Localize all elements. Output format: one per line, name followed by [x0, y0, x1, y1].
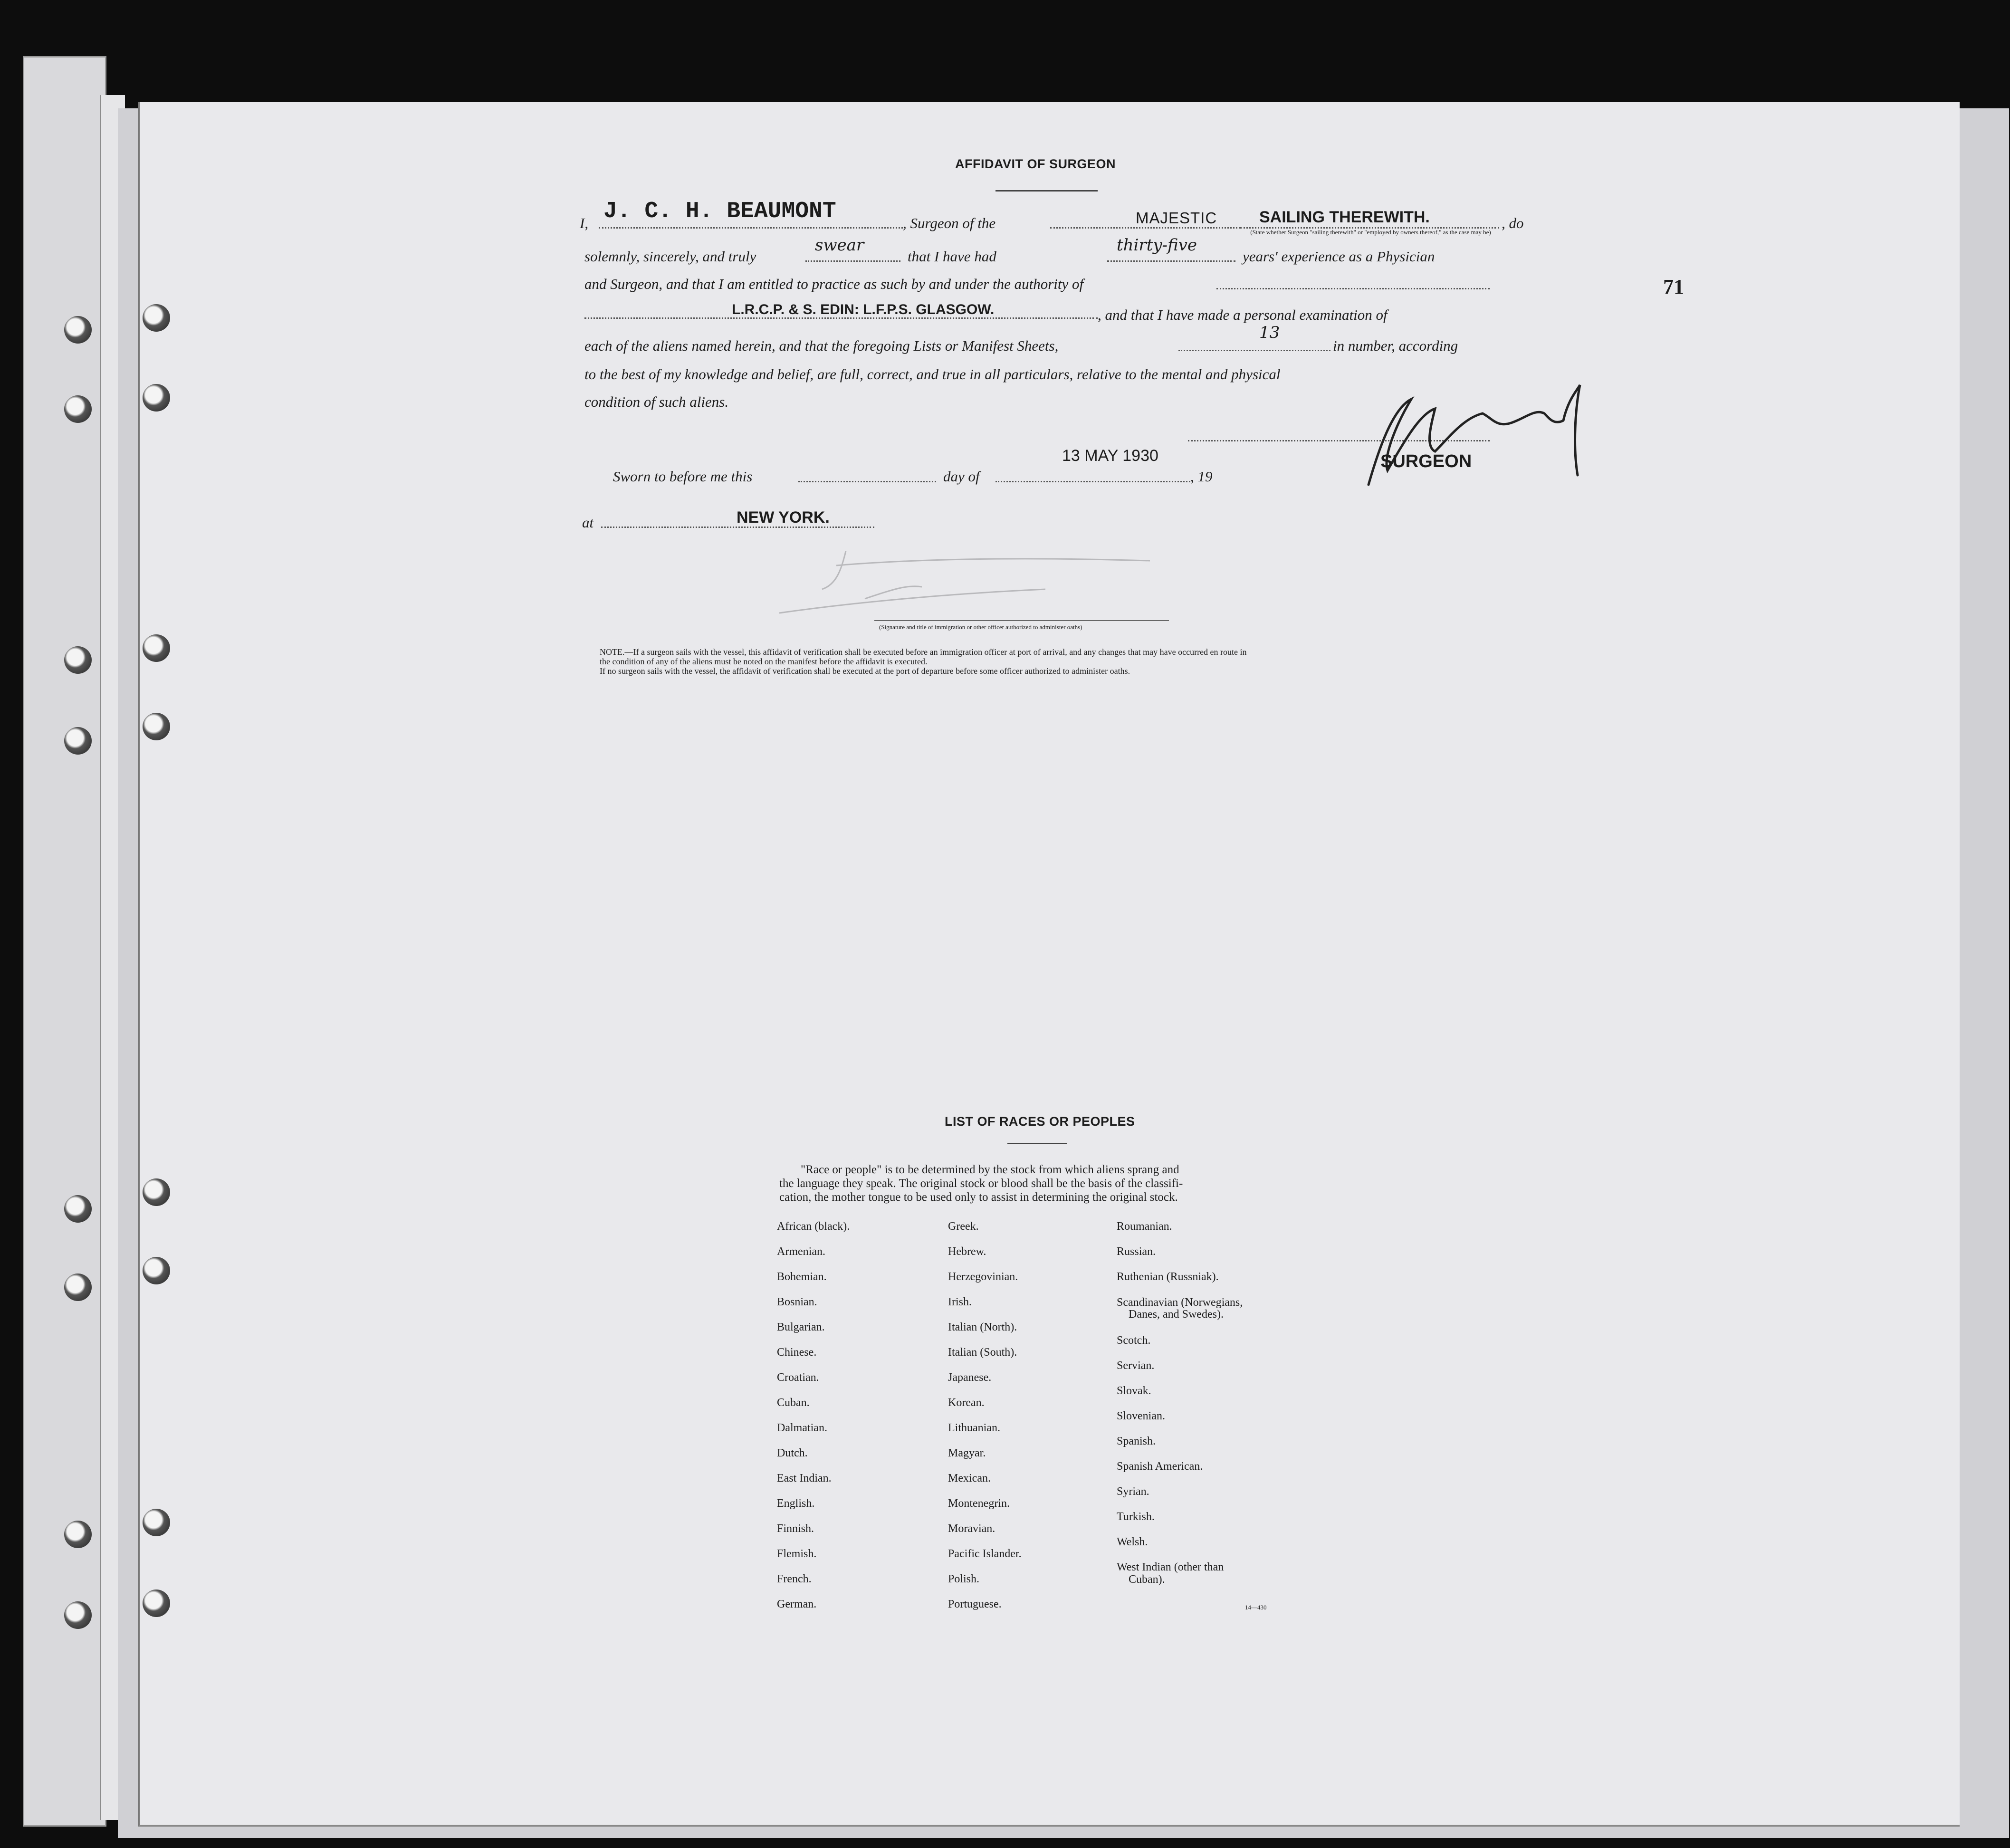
- race-entry: Danes, and Swedes).: [1129, 1308, 1224, 1321]
- blank-line: [995, 481, 1190, 482]
- races-title-underline: [1007, 1143, 1067, 1144]
- race-entry: English.: [777, 1497, 815, 1510]
- punch-hole: [143, 713, 170, 740]
- surgeon-signature: [1340, 380, 1587, 489]
- race-entry: Korean.: [948, 1397, 985, 1409]
- page-number: 71: [1663, 275, 1684, 298]
- race-entry: Irish.: [948, 1296, 972, 1308]
- race-entry: Syrian.: [1117, 1485, 1149, 1498]
- punch-hole: [64, 1195, 92, 1223]
- race-entry: African (black).: [777, 1220, 850, 1233]
- form-code: 14—430: [1245, 1604, 1267, 1611]
- races-intro: [779, 1163, 1281, 1204]
- punch-hole: [64, 1521, 92, 1548]
- race-entry: Spanish American.: [1117, 1460, 1203, 1473]
- race-entry: Hebrew.: [948, 1245, 986, 1258]
- race-entry: Cuban).: [1129, 1573, 1165, 1586]
- authority: L.R.C.P. & S. EDIN: L.F.P.S. GLASGOW.: [732, 302, 995, 317]
- punch-hole: [64, 395, 92, 423]
- blank-line: [1050, 227, 1240, 229]
- race-entry: Servian.: [1117, 1360, 1155, 1372]
- race-entry: Scotch.: [1117, 1334, 1151, 1347]
- punch-hole: [64, 316, 92, 344]
- race-entry: Moravian.: [948, 1522, 995, 1535]
- affidavit-text: , do: [1502, 215, 1524, 231]
- race-entry: Italian (North).: [948, 1321, 1017, 1333]
- blank-line: [798, 481, 936, 482]
- intro-line: the language they speak. The original stock or blood shall be the basis of the classifi-: [779, 1177, 1183, 1190]
- race-entry: Japanese.: [948, 1371, 992, 1384]
- race-entry: East Indian.: [777, 1472, 832, 1484]
- affidavit-text: , and that I have made a personal examination of: [1098, 306, 1388, 323]
- punch-hole: [143, 1257, 170, 1284]
- race-entry: Chinese.: [777, 1346, 817, 1359]
- blank-line: [1216, 288, 1490, 289]
- surgeon-label: SURGEON: [1380, 451, 1472, 471]
- blank-line: [1178, 350, 1330, 351]
- punch-hole: [143, 304, 170, 332]
- note-line: NOTE.—If a surgeon sails with the vessel, this affidavit of verification shall be executed before an immigration officer at port of arrival, and any changes that may have occurred en route in: [600, 647, 1247, 657]
- blank-line: [805, 260, 900, 262]
- oath-word: swear: [815, 236, 864, 255]
- affidavit-text: , 19: [1190, 468, 1213, 485]
- officer-signature-line: [874, 620, 1169, 621]
- blank-line: [1107, 260, 1235, 262]
- race-entry: Spanish.: [1117, 1435, 1156, 1447]
- race-entry: Herzegovinian.: [948, 1271, 1018, 1283]
- race-entry: Bulgarian.: [777, 1321, 825, 1333]
- affidavit-text: that I have had: [908, 248, 996, 265]
- intro-line: cation, the mother tongue to be used only to assist in determining the original stock.: [779, 1191, 1178, 1204]
- affidavit-text: at: [582, 514, 594, 531]
- race-entry: Flemish.: [777, 1548, 817, 1560]
- affidavit-text: and Surgeon, and that I am entitled to practice as such by and under the authority of: [584, 276, 1084, 292]
- affidavit-title: AFFIDAVIT OF SURGEON: [955, 157, 1116, 171]
- binder-spine: [23, 56, 106, 1827]
- punch-hole: [64, 727, 92, 755]
- punch-hole: [64, 1273, 92, 1301]
- affidavit-text: solemnly, sincerely, and truly: [584, 248, 756, 265]
- race-entry: Finnish.: [777, 1522, 814, 1535]
- race-entry: Slovak.: [1117, 1385, 1151, 1397]
- race-entry: Turkish.: [1117, 1511, 1155, 1523]
- race-entry: Mexican.: [948, 1472, 991, 1484]
- race-entry: Bosnian.: [777, 1296, 817, 1308]
- race-entry: Armenian.: [777, 1245, 825, 1258]
- affidavit-text: condition of such aliens.: [584, 393, 729, 410]
- sailing-status: SAILING THEREWITH.: [1259, 208, 1430, 226]
- officer-signature: [751, 542, 1169, 618]
- punch-hole: [143, 634, 170, 662]
- race-entry: Greek.: [948, 1220, 979, 1233]
- race-entry: French.: [777, 1573, 812, 1585]
- race-entry: Cuban.: [777, 1397, 810, 1409]
- punch-hole: [143, 1509, 170, 1536]
- race-entry: Scandinavian (Norwegians,: [1117, 1296, 1243, 1309]
- affidavit-text: Sworn to before me this: [613, 468, 753, 485]
- race-entry: Welsh.: [1117, 1536, 1148, 1548]
- document-page: [138, 102, 1960, 1827]
- race-entry: Dutch.: [777, 1447, 808, 1459]
- race-entry: Portuguese.: [948, 1598, 1002, 1610]
- race-entry: Pacific Islander.: [948, 1548, 1022, 1560]
- punch-hole: [143, 384, 170, 412]
- years-experience: thirty-five: [1117, 236, 1197, 255]
- affidavit-text: I,: [580, 215, 589, 231]
- title-underline: [995, 190, 1098, 192]
- affidavit-text: to the best of my knowledge and belief, are full, correct, and true in all particulars, relative to the mental and physical: [584, 366, 1281, 383]
- affidavit-note: [600, 647, 1488, 676]
- punch-hole: [64, 646, 92, 674]
- affidavit-text: each of the aliens named herein, and that the foregoing Lists or Manifest Sheets,: [584, 337, 1059, 354]
- race-entry: Slovenian.: [1117, 1410, 1165, 1422]
- sworn-date: 13 MAY 1930: [1062, 447, 1158, 465]
- blank-line: [599, 227, 903, 229]
- race-entry: Montenegrin.: [948, 1497, 1010, 1510]
- sailing-status-hint: (State whether Surgeon "sailing therewith" or "employed by owners thereof," as the case may be): [1250, 229, 1491, 236]
- punch-hole: [143, 1178, 170, 1206]
- race-entry: Bohemian.: [777, 1271, 827, 1283]
- vessel-name: MAJESTIC: [1136, 209, 1217, 227]
- intro-line: "Race or people" is to be determined by the stock from which aliens sprang and: [801, 1163, 1179, 1176]
- punch-hole: [143, 1589, 170, 1617]
- race-entry: German.: [777, 1598, 817, 1610]
- race-entry: Italian (South).: [948, 1346, 1017, 1359]
- race-entry: Dalmatian.: [777, 1422, 827, 1434]
- place: NEW YORK.: [737, 508, 830, 527]
- race-entry: Magyar.: [948, 1447, 986, 1459]
- race-entry: Ruthenian (Russniak).: [1117, 1271, 1219, 1283]
- race-entry: Polish.: [948, 1573, 980, 1585]
- surgeon-name: J. C. H. BEAUMONT: [603, 199, 836, 224]
- affidavit-text: in number, according: [1333, 337, 1458, 354]
- race-entry: Roumanian.: [1117, 1220, 1172, 1233]
- race-entry: West Indian (other than: [1117, 1561, 1224, 1573]
- race-entry: Russian.: [1117, 1245, 1156, 1258]
- note-line: the condition of any of the aliens must be noted on the manifest before the affidavit is executed.: [600, 657, 928, 666]
- races-title: LIST OF RACES OR PEOPLES: [945, 1114, 1135, 1129]
- punch-hole: [64, 1601, 92, 1629]
- race-entry: Croatian.: [777, 1371, 819, 1384]
- affidavit-text: , Surgeon of the: [903, 215, 996, 231]
- affidavit-text: day of: [943, 468, 980, 485]
- note-line: If no surgeon sails with the vessel, the affidavit of verification shall be executed at the port of departure before some officer authorized to administer oaths.: [600, 666, 1130, 676]
- affidavit-text: years' experience as a Physician: [1243, 248, 1435, 265]
- officer-caption: (Signature and title of immigration or other officer authorized to administer oaths): [879, 623, 1082, 631]
- race-entry: Lithuanian.: [948, 1422, 1000, 1434]
- sheet-count: 13: [1259, 323, 1280, 342]
